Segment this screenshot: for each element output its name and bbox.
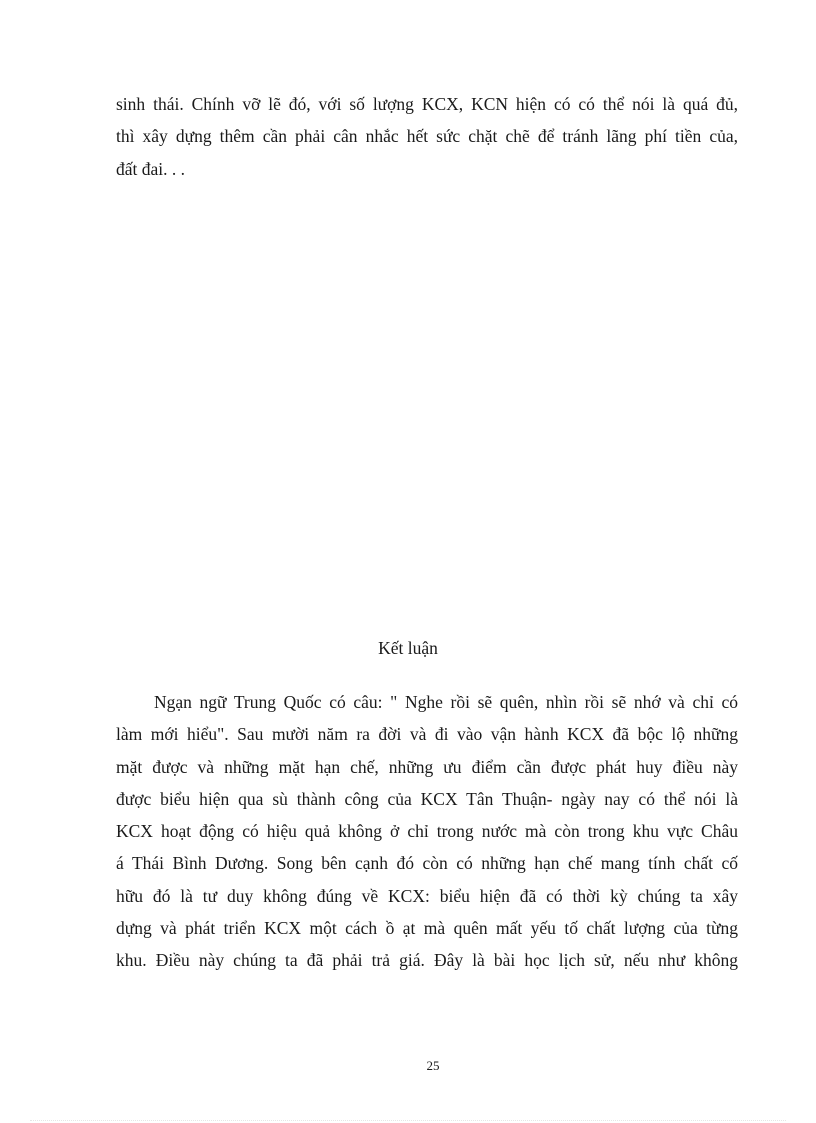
paragraph-line: Ngạn ngữ Trung Quốc có câu: " Nghe rồi sẽ quên, nhìn rồi sẽ nhớ và chỉ có xyxy=(154,692,738,712)
paragraph-line: á Thái Bình Dương. Song bên cạnh đó còn có những hạn chế mang tính chất cố xyxy=(116,853,738,874)
section-heading: Kết luận xyxy=(378,638,438,658)
top-paragraph xyxy=(116,88,738,185)
page-bottom-divider xyxy=(30,1120,786,1121)
page-number: 25 xyxy=(426,1058,440,1073)
paragraph-line: được biểu hiện qua sù thành công của KCX Tân Thuận- ngày nay có thể nói là xyxy=(116,788,738,809)
paragraph-line: khu. Điều này chúng ta đã phải trả giá. Đây là bài học lịch sử, nếu như không xyxy=(116,950,738,971)
paragraph-line: đất đai. . . xyxy=(116,158,186,179)
paragraph-line: sinh thái. Chính vỡ lẽ đó, với số lượng KCX, KCN hiện có có thể nói là quá đủ, xyxy=(116,94,738,114)
paragraph-line: hữu đó là tư duy không đúng về KCX: biểu hiện đã có thời kỳ chúng ta xây xyxy=(116,885,738,906)
paragraph-line: dựng và phát triển KCX một cách ồ ạt mà quên mất yếu tố chất lượng của từng xyxy=(116,918,738,939)
paragraph-line: làm mới hiểu". Sau mười năm ra đời và đi vào vận hành KCX đã bộc lộ những xyxy=(116,724,738,745)
paragraph-line: mặt được và những mặt hạn chế, những ưu điểm cần được phát huy điều này xyxy=(116,756,738,777)
paragraph-line: thì xây dựng thêm cần phải cân nhắc hết sức chặt chẽ để tránh lãng phí tiền của, xyxy=(116,126,738,147)
conclusion-paragraph xyxy=(116,686,738,977)
paragraph-line: KCX hoạt động có hiệu quả không ở chỉ trong nước mà còn trong khu vực Châu xyxy=(116,821,738,842)
